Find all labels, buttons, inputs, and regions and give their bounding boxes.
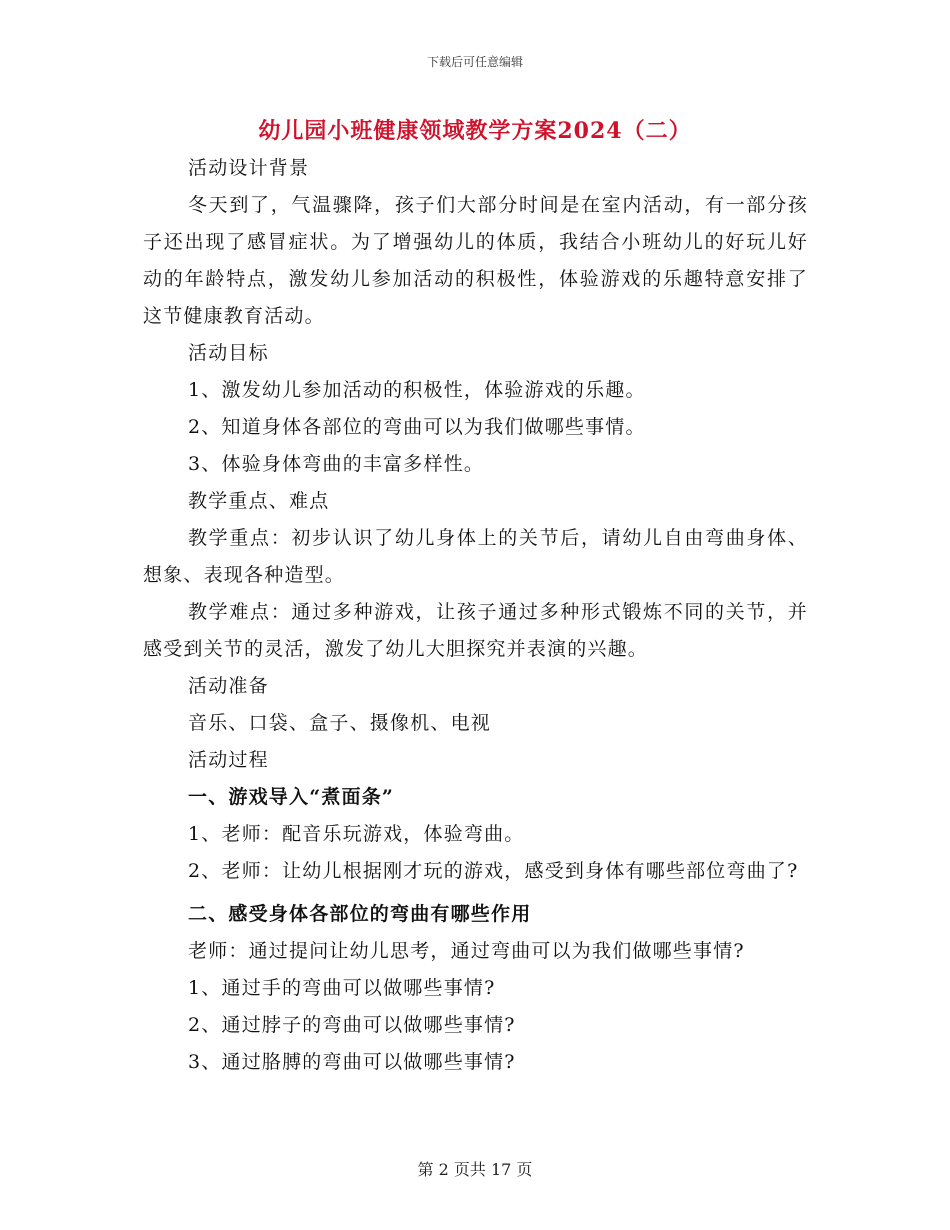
paragraph: 1、通过手的弯曲可以做哪些事情? [188, 977, 496, 999]
paragraph: 1、激发幼儿参加活动的积极性，体验游戏的乐趣。 [188, 379, 646, 401]
paragraph: 活动准备 [188, 675, 269, 697]
paragraph: 老师：通过提问让幼儿思考，通过弯曲可以为我们做哪些事情? [188, 940, 745, 962]
paragraph: 活动过程 [188, 749, 269, 771]
section-heading: 一、游戏导入“煮面条” [188, 786, 395, 808]
paragraph: 1、老师：配音乐玩游戏，体验弯曲。 [188, 823, 525, 845]
paragraph: 教学重点、难点 [188, 490, 330, 512]
paragraph: 3、体验身体弯曲的丰富多样性。 [188, 453, 485, 475]
paragraph: 2、知道身体各部位的弯曲可以为我们做哪些事情。 [188, 416, 646, 438]
paragraph: 活动目标 [188, 342, 269, 364]
paragraph: 2、通过脖子的弯曲可以做哪些事情? [188, 1014, 516, 1036]
paragraph: 教学难点：通过多种游戏，让孩子通过多种形式锻炼不同的关节，并感受到关节的灵活，激发了幼儿大胆探究并表演的兴趣。 [143, 601, 808, 660]
section-heading: 二、感受身体各部位的弯曲有哪些作用 [188, 903, 532, 925]
paragraph: 3、通过胳膊的弯曲可以做哪些事情? [188, 1051, 516, 1073]
paragraph: 音乐、口袋、盒子、摄像机、电视 [188, 712, 492, 734]
paragraph: 冬天到了，气温骤降，孩子们大部分时间是在室内活动，有一部分孩子还出现了感冒症状。为了增强幼儿的体质，我结合小班幼儿的好玩儿好动的年龄特点，激发幼儿参加活动的积极性，体验游戏的乐趣特意安排了这节健康教育活动。 [143, 194, 808, 327]
paragraph: 2、老师：让幼儿根据刚才玩的游戏，感受到身体有哪些部位弯曲了? [188, 860, 799, 882]
document-body [143, 150, 808, 1081]
document-title: 幼儿园小班健康领域教学方案2024（二） [258, 118, 692, 144]
paragraph: 教学重点：初步认识了幼儿身体上的关节后，请幼儿自由弯曲身体、想象、表现各种造型。 [143, 527, 808, 586]
page-number: 第 2 页共 17 页 [417, 1160, 533, 1179]
paragraph: 活动设计背景 [188, 157, 310, 179]
header-note: 下载后可任意编辑 [426, 55, 523, 69]
